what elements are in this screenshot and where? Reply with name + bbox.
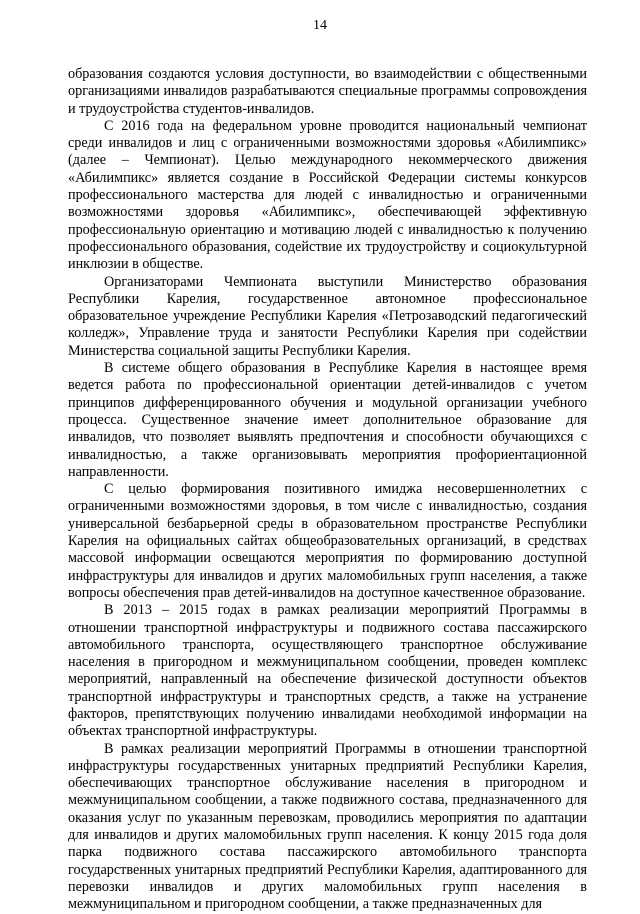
paragraph-abilympics-championship: С 2016 года на федеральном уровне проводится национальный чемпионат среди инвалидов и лиц с ограниченными возможностями здоровья «Абилимпикс» (далее – Чемпионат). Целью международного некоммерческого движения «Абилимпикс» является создание в Российской Федерации системы конкурсов профессионального мастерства для людей с инвалидностью и ограниченными возможностями здоровья «Абилимпикс», обеспечивающей эффективную профессиональную ориентацию и мотивацию людей с инвалидностью к получению профессионального образования, содействие их трудоустройству и социокультурной инклюзии в обществе.	[68, 117, 587, 273]
document-body	[68, 66, 587, 914]
paragraph-transport-enterprises: В рамках реализации мероприятий Программы в отношении транспортной инфраструктуры государственных унитарных предприятий Республики Карелия, обеспечивающих транспортное обслуживание населения в пригородном и межмуниципальном сообщении, а также подвижного состава, предназначенного для оказания услуг по указанным перевозкам, проводились мероприятия по адаптации для инвалидов и других маломобильных групп населения. К концу 2015 года доля парка подвижного состава пассажирского автомобильного транспорта государственных унитарных предприятий Республики Карелия, адаптированного для перевозки инвалидов и других маломобильных групп населения в межмуниципальном и пригородном сообщении, а также предназначенных для	[68, 740, 587, 913]
paragraph-general-education: В системе общего образования в Республике Карелия в настоящее время ведется работа по профессиональной ориентации детей-инвалидов с учетом принципов дифференцированного обучения и модульной организации учебного процесса. Существенное значение имеет дополнительное образование для инвалидов, что позволяет выявлять предпочтения и способности обучающихся с инвалидностью, а также организовывать мероприятия профориентационной направленности.	[68, 360, 587, 480]
paragraph-accessibility-conditions: образования создаются условия доступности, во взаимодействии с общественными организациями инвалидов разрабатываются специальные программы сопровождения и трудоустройства студентов-инвалидов.	[68, 66, 587, 117]
paragraph-championship-organizers: Организаторами Чемпионата выступили Министерство образования Республики Карелия, государственное автономное профессиональное образовательное учреждение Республики Карелия «Петрозаводский педагогический колледж», Управление труда и занятости Республики Карелия при содействии Министерства социальной защиты Республики Карелия.	[68, 273, 587, 359]
page-number: 14	[313, 18, 327, 33]
paragraph-positive-image: С целью формирования позитивного имиджа несовершеннолетних с ограниченными возможностями здоровья, в том числе с инвалидностью, создания универсальной безбарьерной среды в образовательном пространстве Республики Карелия на официальных сайтах общеобразовательных организаций, в средствах массовой информации освещаются мероприятия по формированию доступной инфраструктуры для инвалидов и других маломобильных групп населения, а также вопросы обеспечения прав детей-инвалидов на доступное качественное образование.	[68, 481, 587, 601]
paragraph-transport-2013-2015: В 2013 – 2015 годах в рамках реализации мероприятий Программы в отношении транспортной инфраструктуры и подвижного состава пассажирского автомобильного транспорта, осуществляющего транспортное обслуживание населения в пригородном и межмуниципальном сообщении, проведен комплекс мероприятий, направленный на обеспечение физической доступности объектов транспортной инфраструктуры и транспортных средств, а также на устранение факторов, препятствующих получению инвалидами необходимой информации на объектах транспортной инфраструктуры.	[68, 602, 587, 740]
